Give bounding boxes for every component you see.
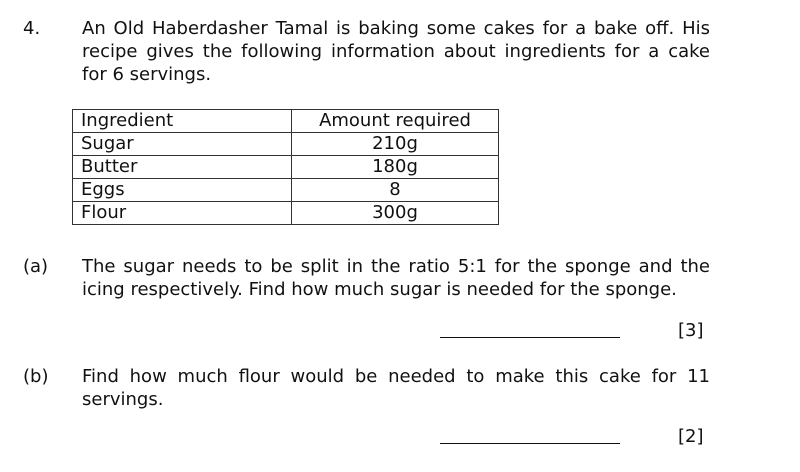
part-a-text: The sugar needs to be split in the ratio 5:1 for the sponge and the icing respectively. Find how much sugar is needed for the sponge. [82,256,710,300]
table-row [73,133,499,156]
ingredient-cell: Sugar [73,133,292,156]
part-b-marks: [2] [678,426,704,447]
amount-cell: 300g [292,202,499,225]
amount-cell: 8 [292,179,499,202]
part-a-marks: [3] [678,320,704,341]
ingredient-cell: Eggs [73,179,292,202]
table-row [73,179,499,202]
part-a-answer-line[interactable] [440,337,620,338]
amount-cell: 180g [292,156,499,179]
part-b-label: (b) [23,366,49,387]
table-row [73,156,499,179]
question-intro: An Old Haberdasher Tamal is baking some cakes for a bake off. His recipe gives the following information about ingredients for a cake for 6 servings. [82,18,710,85]
column-header-ingredient: Ingredient [73,110,292,133]
part-b-answer-line[interactable] [440,443,620,444]
ingredient-cell: Butter [73,156,292,179]
part-b-text: Find how much flour would be needed to make this cake for 11 servings. [82,366,710,410]
amount-cell: 210g [292,133,499,156]
ingredient-cell: Flour [73,202,292,225]
part-a-label: (a) [23,256,49,277]
table-header-row [73,110,499,133]
table-row [73,202,499,225]
ingredients-table [72,109,499,225]
column-header-amount: Amount required [292,110,499,133]
question-number: 4. [23,18,41,39]
